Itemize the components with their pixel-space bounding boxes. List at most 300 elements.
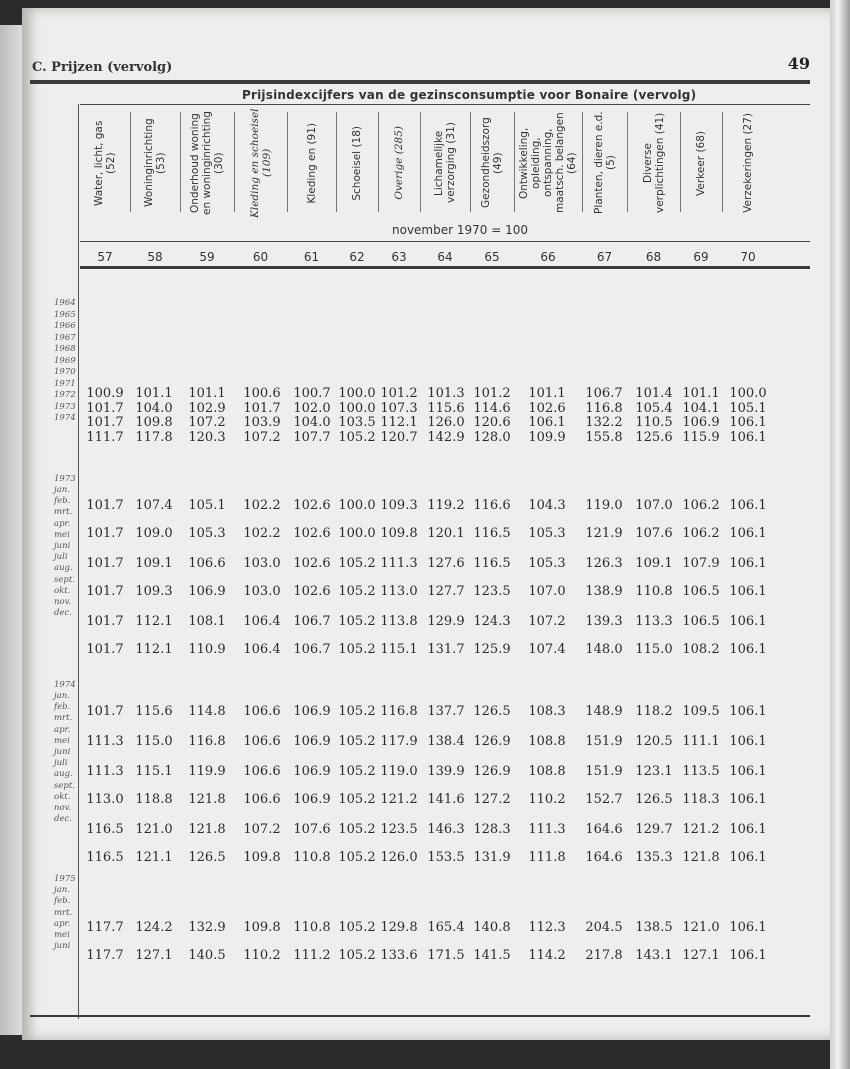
table-cell: 121.0 — [682, 920, 720, 935]
column-header-label: Diverse verplichtingen (41) — [641, 112, 666, 214]
table-cell: 103.9 — [243, 415, 281, 430]
running-head: C. Prijzen (vervolg) — [32, 60, 173, 75]
table-cell: 105.2 — [338, 429, 376, 445]
column-number: 60 — [252, 250, 269, 264]
table-cell: 101.7 — [86, 584, 124, 599]
table-cell: 127.7 — [427, 584, 465, 599]
table-cell: 101.7 — [243, 400, 281, 416]
table-cell: 126.5 — [473, 704, 511, 719]
table-cell: 111.1 — [682, 734, 720, 749]
table-cell: 106.6 — [188, 556, 226, 571]
table-cell: 120.6 — [473, 415, 511, 430]
table-cell: 131.7 — [427, 642, 465, 657]
table-cell: 126.5 — [635, 792, 673, 807]
table-cell: 126.0 — [427, 415, 465, 430]
table-cell: 101.7 — [86, 400, 124, 416]
table-cell: 135.3 — [635, 850, 673, 865]
column-header — [627, 108, 680, 218]
table-cell: 106.6 — [243, 792, 281, 807]
column-header-label: Gezondheidszorg (49) — [480, 117, 504, 209]
row-stub-label: mrt. — [54, 907, 73, 918]
column-header-label: Woninginrichting (53) — [143, 118, 167, 208]
table-cell: 125.6 — [635, 429, 673, 445]
table-cell: 101.7 — [86, 526, 124, 541]
table-cell: 132.2 — [585, 415, 623, 430]
table-cell: 113.0 — [86, 792, 124, 807]
table-cell: 120.3 — [188, 429, 226, 445]
column-number: 63 — [391, 250, 407, 264]
table-cell: 117.9 — [380, 734, 418, 749]
table-cell: 116.5 — [86, 850, 124, 865]
table-cell: 106.7 — [293, 614, 331, 629]
table-cell: 111.7 — [86, 429, 124, 445]
table-cell: 101.7 — [86, 704, 124, 719]
table-cell: 107.2 — [243, 822, 281, 837]
table-cell: 105.2 — [338, 920, 376, 935]
table-cell: 171.5 — [427, 948, 465, 963]
table-cell: 102.6 — [528, 400, 566, 416]
table-cell: 109.3 — [135, 584, 173, 599]
table-cell: 101.7 — [86, 498, 124, 513]
column-header — [680, 108, 722, 218]
table-cell: 117.7 — [86, 920, 124, 935]
column-number: 68 — [645, 250, 662, 264]
table-cell: 107.3 — [380, 400, 418, 416]
table-cell: 124.3 — [473, 614, 511, 629]
table-cell: 101.1 — [682, 386, 720, 401]
table-cell: 105.2 — [338, 556, 376, 571]
row-stub-label: mei — [54, 735, 70, 746]
table-cell: 109.5 — [682, 704, 720, 719]
row-stub-label: dec. — [54, 608, 72, 619]
table-cell: 106.1 — [729, 792, 767, 807]
column-header-label: Verkeer (68) — [695, 130, 707, 196]
table-cell: 110.5 — [635, 415, 673, 430]
table-cell: 108.1 — [188, 614, 226, 629]
column-header-label: Planten, dieren e.d. (5) — [592, 111, 617, 215]
table-cell: 105.2 — [338, 948, 376, 963]
column-divider — [514, 112, 515, 212]
table-cell: 127.6 — [427, 556, 465, 571]
table-cell: 104.0 — [293, 415, 331, 430]
table-cell: 146.3 — [427, 822, 465, 837]
table-cell: 106.9 — [293, 792, 331, 807]
row-stub-label: 1974 — [54, 413, 76, 423]
column-number: 70 — [740, 250, 756, 264]
row-stub-label: 1973 — [54, 401, 76, 412]
table-cell: 148.9 — [585, 704, 623, 719]
table-cell: 113.3 — [635, 614, 673, 629]
column-header-label: Verzekeringen (27) — [742, 113, 754, 213]
row-stub-label: sept. — [54, 574, 75, 585]
row-stub-label: sept. — [54, 780, 75, 791]
column-number: 61 — [303, 250, 320, 264]
table-cell: 120.7 — [380, 429, 418, 445]
row-stub-label: 1967 — [54, 332, 76, 343]
row-stub-label: 1969 — [54, 355, 76, 366]
column-divider — [722, 112, 723, 212]
column-number: 57 — [97, 250, 113, 264]
table-cell: 128.3 — [473, 822, 511, 837]
table-cell: 217.8 — [585, 948, 623, 963]
table-cell: 109.0 — [135, 526, 173, 541]
facing-page-edge — [0, 25, 22, 1035]
table-cell: 101.3 — [427, 386, 465, 401]
table-cell: 106.1 — [729, 920, 767, 935]
table-cell: 107.6 — [293, 822, 331, 837]
table-cell: 102.2 — [243, 526, 281, 541]
table-cell: 133.6 — [380, 948, 418, 963]
table-cell: 101.7 — [86, 415, 124, 430]
table-cell: 113.5 — [682, 764, 720, 779]
row-stub-label: juli — [54, 758, 68, 769]
table-cell: 105.2 — [338, 822, 376, 837]
table-cell: 164.6 — [585, 822, 623, 837]
table-cell: 104.0 — [135, 400, 173, 416]
row-stub-label: mrt. — [54, 507, 73, 518]
table-cell: 164.6 — [585, 850, 623, 865]
table-cell: 106.1 — [729, 584, 767, 599]
column-header — [582, 108, 627, 218]
row-stub-label: 1968 — [54, 344, 76, 354]
table-cell: 143.1 — [635, 948, 673, 963]
table-cell: 107.0 — [635, 498, 673, 513]
column-divider — [680, 112, 681, 212]
table-cell: 103.5 — [338, 415, 376, 430]
table-cell: 106.6 — [243, 704, 281, 719]
row-stub-label: mrt. — [54, 713, 73, 724]
table-cell: 118.3 — [682, 792, 720, 807]
table-cell: 121.9 — [585, 526, 623, 541]
document-page — [22, 8, 830, 1040]
table-cell: 101.1 — [188, 386, 226, 401]
table-cell: 106.6 — [243, 764, 281, 779]
table-cell: 106.1 — [729, 948, 767, 963]
table-cell: 107.2 — [188, 415, 226, 430]
table-cell: 107.4 — [528, 642, 566, 657]
row-stub-label: aug. — [54, 563, 73, 574]
table-cell: 124.2 — [135, 920, 173, 935]
table-cell: 106.1 — [729, 498, 767, 513]
row-stub-label: feb. — [54, 702, 71, 713]
table-cell: 155.8 — [585, 429, 623, 445]
column-number: 59 — [199, 250, 215, 264]
table-cell: 129.8 — [380, 920, 418, 935]
table-cell: 138.9 — [585, 584, 623, 599]
table-cell: 106.1 — [729, 704, 767, 719]
table-cell: 100.9 — [86, 386, 124, 401]
table-cell: 165.4 — [427, 920, 465, 935]
table-cell: 116.5 — [473, 556, 511, 571]
table-cell: 115.1 — [380, 642, 418, 657]
row-stub-label: 1972 — [54, 390, 76, 400]
column-header-label: Overige (285) — [393, 126, 405, 200]
table-cell: 100.0 — [338, 386, 376, 401]
row-stub-label: 1970 — [54, 367, 76, 377]
table-cell: 113.0 — [380, 584, 418, 599]
table-cell: 118.2 — [635, 704, 673, 719]
table-cell: 102.6 — [293, 584, 331, 599]
column-divider — [180, 112, 181, 212]
table-cell: 126.5 — [188, 850, 226, 865]
table-cell: 111.3 — [86, 764, 124, 779]
column-divider — [130, 112, 131, 212]
column-number: 67 — [596, 250, 613, 264]
column-divider — [336, 112, 337, 212]
row-stub-label: juni — [54, 747, 71, 757]
table-cell: 112.3 — [528, 920, 566, 935]
table-cell: 106.1 — [729, 822, 767, 837]
table-cell: 103.0 — [243, 556, 281, 571]
table-cell: 103.0 — [243, 584, 281, 599]
table-cell: 101.7 — [86, 556, 124, 571]
table-cell: 119.9 — [188, 764, 226, 779]
row-stub-label: mei — [54, 930, 70, 940]
table-cell: 106.5 — [682, 614, 720, 629]
column-header — [470, 108, 514, 218]
table-cell: 114.8 — [188, 704, 226, 719]
row-stub-label: nov. — [54, 597, 72, 607]
table-cell: 102.0 — [293, 400, 331, 416]
table-cell: 104.3 — [528, 498, 566, 513]
row-stub-label: nov. — [54, 803, 72, 813]
column-header-label: Ontwikkeling, opleiding, ontspanning, maatsch. belangen (64) — [518, 112, 578, 214]
table-cell: 106.9 — [682, 415, 720, 430]
column-number: 62 — [349, 250, 365, 264]
column-header-label: Kleding en (91) — [305, 122, 318, 204]
table-cell: 151.9 — [585, 734, 623, 749]
row-stub-label: feb. — [54, 896, 71, 907]
column-number: 58 — [147, 250, 163, 264]
table-cell: 109.8 — [380, 526, 418, 541]
row-stub-label: 1973 — [54, 474, 76, 484]
table-cell: 100.0 — [338, 526, 376, 541]
table-cell: 110.8 — [635, 584, 673, 599]
table-cell: 109.8 — [135, 415, 173, 430]
column-header-label: Kleding en schoeisel (109) — [248, 108, 273, 218]
table-cell: 121.8 — [682, 850, 720, 865]
header-rule — [30, 80, 810, 84]
table-cell: 106.1 — [729, 415, 767, 430]
table-cell: 113.8 — [380, 614, 418, 629]
column-divider — [378, 112, 379, 212]
table-cell: 106.1 — [729, 526, 767, 541]
table-cell: 119.0 — [585, 498, 623, 513]
table-cell: 116.5 — [473, 526, 511, 541]
row-stub-label: jan. — [54, 885, 70, 896]
table-cell: 121.8 — [188, 792, 226, 807]
table-cell: 107.0 — [528, 584, 566, 599]
table-cell: 102.2 — [243, 498, 281, 513]
table-cell: 106.6 — [243, 734, 281, 749]
table-cell: 105.4 — [635, 400, 673, 416]
column-header — [378, 108, 420, 218]
column-header — [514, 108, 582, 218]
column-header — [722, 108, 774, 218]
row-stub-label: juni — [54, 941, 71, 952]
table-cell: 105.3 — [528, 526, 566, 541]
column-header-label: Lichamelijke verzorging (31) — [433, 122, 457, 204]
table-cell: 107.2 — [243, 429, 281, 445]
table-cell: 105.2 — [338, 850, 376, 865]
table-cell: 116.6 — [473, 498, 511, 513]
table-cell: 106.9 — [293, 704, 331, 719]
table-cell: 110.9 — [188, 642, 226, 657]
table-cell: 115.0 — [635, 642, 673, 657]
column-header — [420, 108, 470, 218]
footer-rule — [30, 1015, 810, 1017]
table-cell: 101.2 — [473, 386, 511, 401]
table-cell: 106.2 — [682, 498, 720, 513]
table-cell: 109.1 — [635, 556, 673, 571]
table-cell: 105.1 — [188, 498, 226, 513]
title-rule — [80, 104, 810, 105]
table-cell: 129.9 — [427, 614, 465, 629]
table-cell: 112.1 — [380, 415, 418, 430]
column-header — [130, 108, 180, 218]
base-period-label: november 1970 = 100 — [392, 223, 528, 237]
table-cell: 106.1 — [729, 556, 767, 571]
column-divider — [470, 112, 471, 212]
table-cell: 107.7 — [293, 429, 331, 445]
row-stub-label: 1975 — [54, 874, 76, 884]
table-cell: 121.0 — [135, 822, 173, 837]
row-stub-label: 1974 — [54, 680, 76, 690]
row-stub-label: apr. — [54, 918, 71, 929]
table-cell: 140.8 — [473, 920, 511, 935]
table-cell: 106.9 — [188, 584, 226, 599]
table-cell: 106.1 — [729, 614, 767, 629]
column-header — [287, 108, 336, 218]
table-cell: 129.7 — [635, 822, 673, 837]
table-cell: 106.1 — [729, 429, 767, 445]
table-cell: 126.3 — [585, 556, 623, 571]
page-number: 49 — [787, 54, 810, 73]
column-number: 64 — [437, 250, 453, 264]
table-cell: 116.8 — [380, 704, 418, 719]
table-cell: 120.1 — [427, 526, 465, 541]
table-cell: 132.9 — [188, 920, 226, 935]
row-stub-label: dec. — [54, 814, 72, 825]
table-cell: 119.0 — [380, 764, 418, 779]
table-cell: 106.4 — [243, 642, 281, 657]
table-cell: 148.0 — [585, 642, 623, 657]
row-stub-label: okt. — [54, 585, 71, 596]
table-cell: 101.7 — [86, 642, 124, 657]
table-cell: 110.8 — [293, 920, 331, 935]
table-cell: 121.1 — [135, 850, 173, 865]
row-stub-label: jan. — [54, 485, 70, 495]
table-cell: 106.4 — [243, 614, 281, 629]
table-cell: 138.4 — [427, 734, 465, 749]
table-cell: 121.2 — [682, 822, 720, 837]
column-number: 66 — [540, 250, 556, 264]
table-cell: 105.2 — [338, 764, 376, 779]
table-cell: 151.9 — [585, 764, 623, 779]
table-cell: 141.6 — [427, 792, 465, 807]
table-cell: 106.1 — [729, 850, 767, 865]
table-cell: 102.6 — [293, 526, 331, 541]
table-cell: 102.6 — [293, 556, 331, 571]
row-stub-label: apr. — [54, 724, 71, 735]
column-divider — [287, 112, 288, 212]
table-cell: 106.9 — [293, 734, 331, 749]
table-cell: 109.3 — [380, 498, 418, 513]
table-cell: 100.7 — [293, 386, 331, 401]
table-cell: 128.0 — [473, 429, 511, 445]
table-cell: 101.1 — [528, 386, 566, 401]
table-cell: 108.2 — [682, 642, 720, 657]
table-cell: 127.1 — [682, 948, 720, 963]
column-header — [336, 108, 378, 218]
column-divider — [627, 112, 628, 212]
column-header — [234, 108, 287, 218]
table-cell: 111.2 — [293, 948, 331, 963]
table-cell: 126.0 — [380, 850, 418, 865]
table-cell: 106.9 — [293, 764, 331, 779]
table-cell: 105.2 — [338, 642, 376, 657]
table-cell: 107.6 — [635, 526, 673, 541]
table-cell: 117.7 — [86, 948, 124, 963]
row-stub-label: mei — [54, 529, 70, 540]
row-stub-label: 1971 — [54, 378, 76, 389]
table-cell: 105.1 — [729, 400, 767, 416]
table-cell: 126.9 — [473, 764, 511, 779]
table-cell: 116.5 — [86, 822, 124, 837]
table-cell: 101.4 — [635, 386, 673, 401]
row-stub-label: apr. — [54, 518, 71, 529]
table-cell: 105.2 — [338, 792, 376, 807]
table-cell: 123.5 — [380, 822, 418, 837]
table-cell: 106.2 — [682, 526, 720, 541]
table-cell: 106.7 — [293, 642, 331, 657]
table-cell: 117.8 — [135, 429, 173, 445]
table-cell: 127.2 — [473, 792, 511, 807]
table-cell: 104.1 — [682, 400, 720, 416]
table-cell: 105.2 — [338, 584, 376, 599]
table-cell: 100.6 — [243, 386, 281, 401]
table-cell: 112.1 — [135, 614, 173, 629]
column-divider — [420, 112, 421, 212]
table-cell: 102.6 — [293, 498, 331, 513]
table-cell: 114.6 — [473, 400, 511, 416]
table-cell: 105.3 — [188, 526, 226, 541]
table-cell: 109.1 — [135, 556, 173, 571]
row-stub-label: juni — [54, 541, 71, 551]
table-cell: 141.5 — [473, 948, 511, 963]
table-cell: 115.6 — [427, 400, 465, 416]
table-cell: 115.6 — [135, 704, 173, 719]
table-cell: 100.0 — [338, 498, 376, 513]
table-cell: 107.2 — [528, 614, 566, 629]
column-divider — [234, 112, 235, 212]
column-header-label: Onderhoud woning en woninginrichting (30) — [189, 111, 225, 215]
row-stub-label: 1965 — [54, 309, 76, 320]
book-edge — [830, 0, 850, 1069]
table-cell: 115.9 — [682, 429, 720, 445]
table-cell: 114.2 — [528, 948, 566, 963]
table-cell: 116.8 — [188, 734, 226, 749]
row-stub-label: okt. — [54, 791, 71, 802]
table-cell: 106.7 — [585, 386, 623, 401]
table-cell: 106.1 — [729, 764, 767, 779]
table-cell: 120.5 — [635, 734, 673, 749]
row-stub-label: 1964 — [54, 298, 76, 308]
table-cell: 140.5 — [188, 948, 226, 963]
table-cell: 121.8 — [188, 822, 226, 837]
table-cell: 131.9 — [473, 850, 511, 865]
table-cell: 119.2 — [427, 498, 465, 513]
